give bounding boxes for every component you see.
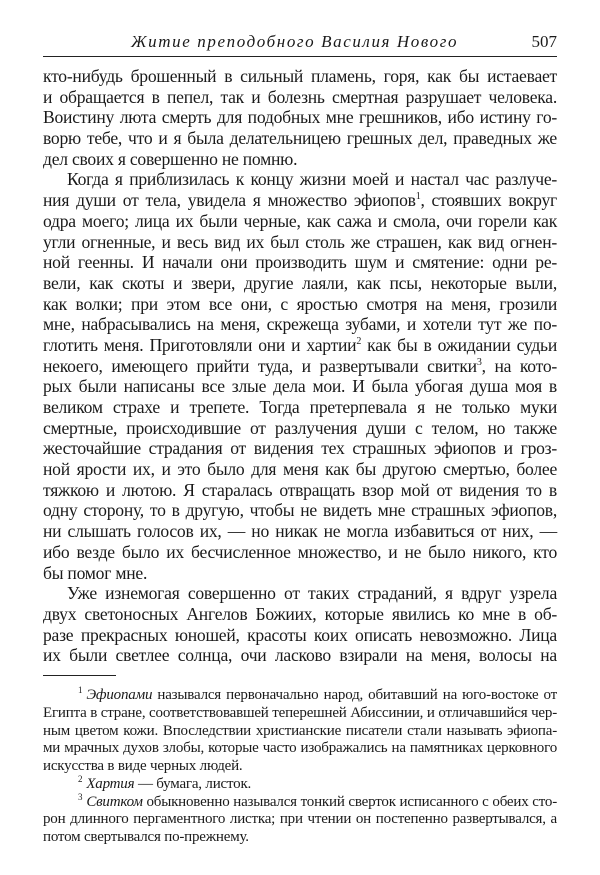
text-line (43, 521, 557, 542)
text-line (43, 376, 557, 397)
text-segment: — бумага, листок. (134, 775, 252, 792)
text-segment: Когда я приблизилась к концу жизни моей и настал час разлуче- (67, 169, 557, 190)
text-line (43, 480, 557, 501)
footnote-line (43, 740, 557, 758)
footnote-line (43, 773, 557, 794)
text-segment: Уже изнемогая совершенно от таких страданий, я вдруг узрела (67, 583, 557, 604)
text-segment: дел своих я совершенно не помню. (43, 148, 298, 169)
text-segment: разе прекрасных юношей, красоты коих описать невозможно. Лица (43, 624, 557, 645)
running-header (43, 28, 557, 57)
text-segment: , стоявших вокруг (420, 190, 557, 211)
italic-term: Свитком (86, 793, 143, 810)
footnote-line (43, 829, 557, 847)
text-segment: смертные, происходившие от разлучения души с телом, но также (43, 417, 557, 438)
text-segment: кто-нибудь брошенный в сильный пламень, горя, как бы истаевает (43, 66, 557, 86)
text-segment: тяжкою и лютою. Я старалась отвращать взор мой от видения то в (43, 479, 557, 500)
footnote-separator (43, 675, 116, 676)
text-line (43, 397, 557, 418)
text-segment: ми мрачных духов злобы, которые часто изображались на памятниках церковного (43, 740, 557, 757)
text-segment: обыкновенно назывался тонкий сверток исписанного с обеих сто- (142, 793, 557, 810)
italic-term: Хартия (86, 775, 135, 792)
footnote-line (43, 705, 557, 723)
text-segment: как волки; при этом все они, с яростью смотря на меня, грозили (43, 293, 557, 314)
text-segment: рон длинного пергаментного листка; при чтении он постепенно развертывался, а (43, 811, 557, 828)
footnote-marker: 1 (415, 191, 421, 203)
text-segment: ния души от тела, увидела я множество эфиопов (43, 190, 416, 211)
footnote-marker: 2 (78, 773, 83, 784)
text-line (43, 438, 557, 459)
text-line (43, 149, 557, 170)
text-segment: потом свертывался по-прежнему. (43, 829, 249, 845)
text-line (43, 211, 557, 232)
footnote-marker: 2 (356, 335, 362, 347)
text-line (43, 169, 557, 190)
text-line (43, 107, 557, 128)
footnote-line (43, 758, 557, 776)
text-line (43, 190, 557, 211)
text-segment: жесточайшие страдания от видения тех страшных эфиопов и гроз- (43, 438, 557, 459)
text-segment: ворю тебе, что и я была делательницею грешных дел, праведных же (43, 128, 557, 149)
text-segment: ибо везде было их бесчисленное множество, и не было никого, кто (43, 541, 557, 562)
page-number: 507 (531, 32, 557, 51)
text-line (43, 604, 557, 625)
footnote-marker: 3 (476, 356, 482, 368)
text-segment: глотить меня. Приготовляли они и хартии (43, 334, 357, 355)
text-line (43, 563, 557, 584)
text-segment: двух светоносных Ангелов Божиих, которые явились ко мне в об- (43, 603, 557, 624)
text-segment: , на кото- (481, 355, 557, 376)
text-segment: бы помог мне. (43, 562, 148, 583)
text-segment: одну сторону, то в другую, чтобы не видеть мне страшных эфиопов, (43, 500, 557, 521)
text-segment: как бы в ожидании судьи (361, 334, 557, 355)
footnote-marker: 3 (78, 791, 83, 802)
text-line (43, 356, 557, 377)
text-line (43, 645, 557, 666)
text-segment: их были светлее солнца, очи ласково взирали на меня, волосы на (43, 645, 557, 666)
text-line (43, 500, 557, 521)
text-line (43, 314, 557, 335)
text-segment: некоего, имеющего прийти туда, и развертывали свитки (43, 355, 477, 376)
italic-term: Эфиопами (86, 687, 153, 703)
text-line (43, 128, 557, 149)
text-line (43, 335, 557, 356)
text-segment: назывался первоначально народ, обитавший на юго-востоке от (152, 687, 557, 703)
text-segment: ной геенны. И начали они производить шум и смятение: одни ре- (43, 252, 557, 273)
text-line (43, 583, 557, 604)
text-line (43, 542, 557, 563)
text-line (43, 232, 557, 253)
text-segment: угли огненные, и весь вид их был столь же страшен, как вид огнен- (43, 231, 557, 252)
footnote-line (43, 811, 557, 829)
text-segment: Египта в стране, соответствовавшей теперешней Абиссинии, и отличавшийся чер- (43, 704, 557, 721)
text-line (43, 273, 557, 294)
text-segment: великом страхе и трепете. Тогда претерпевала я не только муки (43, 397, 557, 417)
footnote-line (43, 723, 557, 741)
footnote-line (43, 687, 557, 705)
text-line (43, 294, 557, 315)
footnote-marker: 1 (78, 685, 83, 695)
text-segment: ной ярости их, и это было для меня как бы другою смертью, более (43, 459, 557, 480)
footnotes (43, 687, 557, 847)
text-segment: мне, набрасывались на меня, скрежеща зубами, и хотели тут же по- (43, 314, 557, 335)
text-segment: и обращается в пепел, так и болезнь смертная разрушает человека. (43, 86, 557, 107)
text-segment: одра моего; лица их были черные, как сажа и смола, очи горели как (43, 210, 557, 231)
text-line (43, 252, 557, 273)
running-title: Житие преподобного Василия Нового (131, 32, 459, 51)
text-line (43, 66, 557, 87)
text-segment: вели, как скоты и звери, другие лаяли, как псы, некоторые выли, (43, 272, 557, 293)
text-segment: рых были написаны все злые дела мои. И была убогая душа моя в (43, 376, 557, 397)
text-line (43, 87, 557, 108)
text-line (43, 625, 557, 646)
text-line (43, 418, 557, 439)
text-segment: искусства в виде черных людей. (43, 758, 243, 774)
text-segment: Воистину люта смерть для подобных мне грешников, ибо истину го- (43, 107, 557, 128)
text-line (43, 459, 557, 480)
text-segment: ни слышать голосов их, — но никак не могла избавиться от них, — (43, 521, 557, 542)
main-text (43, 66, 557, 666)
footnote-line (43, 791, 557, 812)
text-segment: ным цветом кожи. Впоследствии христианские писатели стали называть эфиопа- (43, 722, 557, 739)
